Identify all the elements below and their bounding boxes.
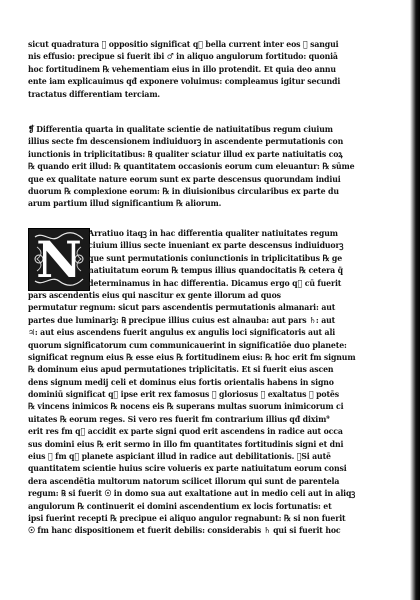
text-line bbox=[28, 123, 378, 135]
text-line: angulorum ℞ continuerit ei domini ascendentium ex locis fortunatis: et bbox=[28, 500, 332, 511]
text-line: ente iam explicauimus qđ exponere voluimus: compleamus igitur secundi bbox=[28, 76, 341, 87]
text-line: quorum significatorum cum communicauerint in significatiōe duo planete: bbox=[28, 339, 347, 350]
text-line: pars ascendentis eius qui nascitur ex gente illorum ad quos bbox=[28, 289, 281, 300]
text-line-content: Differentia quarta in qualitate scientie de natiuitatibus regum ciuium bbox=[36, 124, 333, 134]
text-line: quantitatem scientie huius scire volueris ex parte natiuitatum eorum consi bbox=[28, 463, 347, 474]
text-line: arum partium illud significantium ℞ aliorum. bbox=[28, 198, 222, 209]
text-line: significat regnum eius ℞ esse eius ℞ fortitudinem eius: ℞ hoc erit fm signum bbox=[28, 351, 356, 362]
text-line: natiuitatum eorum ℞ tempus illius quandocitatis ℞ cetera q̄ bbox=[88, 265, 343, 276]
section-1-closing-paragraph bbox=[28, 38, 400, 100]
text-line: dera ascendētia multorum natorum scilicet illorum qui sunt de parentela bbox=[28, 475, 340, 486]
text-line: ☉ fm hanc dispositionem et fuerit debilis: considerabis ♄ qui si fuerit hoc bbox=[28, 525, 341, 536]
text-line: ciuium illius secte inueniant ex parte descensus indiuiduorꝫ bbox=[88, 240, 344, 251]
section-2-differentia-heading bbox=[28, 123, 400, 210]
paragraph-mark: ❡ bbox=[28, 124, 35, 134]
text-line: duorum ℞ complexione eorum: ℞ in diuisionibus circularibus ex parte du bbox=[28, 185, 339, 196]
text-line: ℞ vincens inimicos ℞ nocens eis ℞ superans multas suorum inimicorum ci bbox=[28, 401, 344, 412]
text-line: Arratiuo itaqꝫ in hac differentia qualiter natiuitates regum bbox=[88, 228, 338, 238]
text-line: que sunt permutationis coniunctionis in triplicitatibus ℞ ge bbox=[88, 252, 343, 263]
text-line: partes due luminariꝫ: ℞ precipue illius cuius est alnauba: aut pars ♄: aut bbox=[28, 314, 336, 325]
text-line: ℞ quando erit illud: ℞ quantitatem occasionis eorum cum eleuantur: ℞ sūme bbox=[28, 161, 355, 172]
text-line: uitates ℞ eorum reges. Si vero res fuerit fm contrarium illius qđ dixim⁹ bbox=[28, 413, 330, 424]
scan-edge-shadow bbox=[410, 0, 420, 600]
text-line: nis effusio: precipue si fuerit ibi ♂ in aliquo angulorum fortitudo: quoniā bbox=[28, 51, 338, 62]
text-line: illius secte fm descensionem indiuiduorꝫ in ascendente permutationis con bbox=[28, 136, 344, 147]
text-line: que ex qualitate nature eorum sunt ex parte descensus quorundam indiui bbox=[28, 173, 341, 184]
text-line: regum: ℞ si fuerit ☉ in domo sua aut exaltatione aut in medio celi aut in aliqꝫ bbox=[28, 488, 356, 499]
initial-letter: N bbox=[36, 230, 82, 289]
text-line: eius ℞ fm q᷑ planete aspiciant illud in radice aut debilitationis. ❡Si autē bbox=[28, 451, 331, 462]
text-line: sicut quadratura ℞ oppositio significat q᷑ bella current inter eos ℞ sangui bbox=[28, 39, 339, 49]
text-line: sus domini eius ℞ erit sermo in illo fm quantitates fortitudinis signi et dni bbox=[28, 438, 344, 449]
text-line: ♃: aut eius ascendens fuerit angulus ex angulis loci significatoris aut ali bbox=[28, 327, 336, 338]
text-line: tractatus differentiam terciam. bbox=[28, 88, 161, 99]
text-line: determinamus in hac differentia. Dicamus ergo q᷑ cū fuerit bbox=[88, 277, 342, 288]
text-line: ℞ dominum eius apud permutationes triplicitatis. Et si fuerit eius ascen bbox=[28, 364, 334, 375]
text-line: dominiū significat q᷑ ipse erit rex famosus ℞ gloriosus ℞ exaltatus ℞ potēs bbox=[28, 389, 340, 400]
text-line: ipsi fuerint recepti ℞ precipue ei aliquo angulor regnabunt: ℞ si non fuerit bbox=[28, 512, 346, 523]
text-line: permutatur regnum: sicut pars ascendentis permutationis almanari: aut bbox=[28, 302, 336, 313]
text-line: dens signum medij celi et dominus eius fortis orientalis habens in signo bbox=[28, 376, 334, 387]
text-line: erit res fm q᷑ accidit ex parte signi quod erit ascendens in radice aut occa bbox=[28, 426, 343, 437]
text-line: iunctionis in triplicitatibus: ℞ qualiter sciatur illud ex parte natiuitatis coꝝ bbox=[28, 148, 343, 159]
section-3-body-text bbox=[28, 227, 400, 537]
text-line: hoc fortitudinem ℞ vehementiam eius in illo protendit. Et quia deo annu bbox=[28, 63, 336, 74]
